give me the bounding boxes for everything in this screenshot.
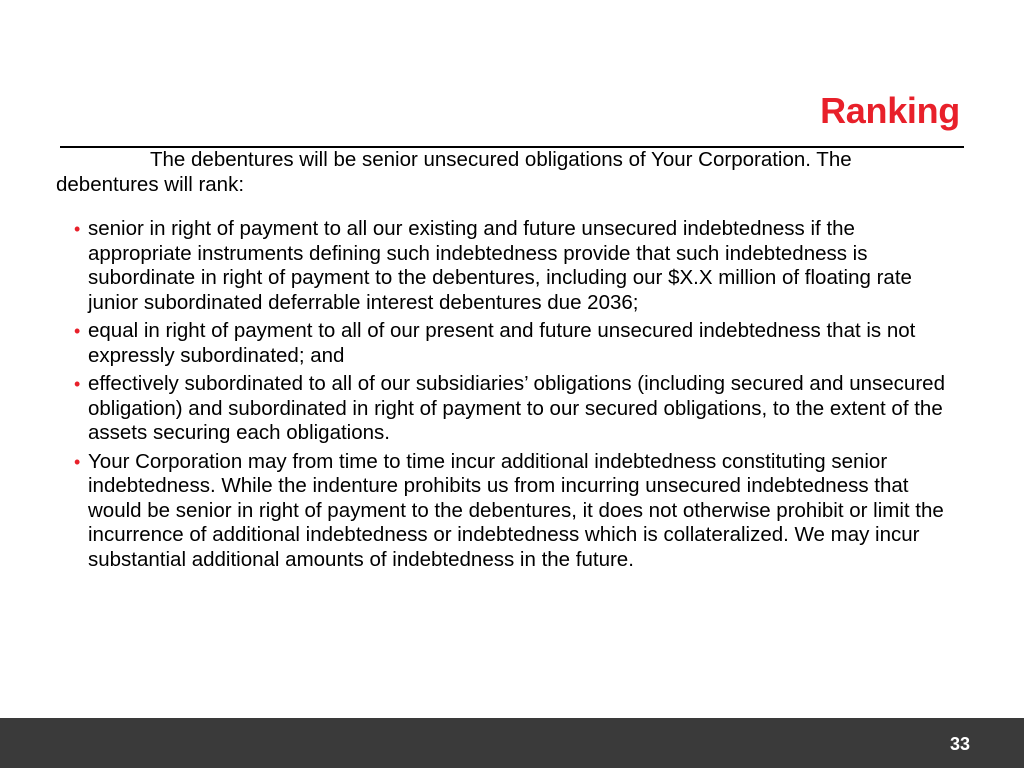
bullet-item [56, 217, 956, 315]
bullet-item [56, 450, 956, 573]
bullet-text: effectively subordinated to all of our subsidiaries’ obligations (including secured and unsecured obligation) and subordinated in right of payment to our secured obligations, to the extent of the assets securing each obligations. [88, 372, 945, 444]
bullet-item [56, 319, 956, 368]
slide-title: Ranking [820, 90, 960, 131]
intro-paragraph: The debentures will be senior unsecured obligations of Your Corporation. The debentures will rank: [56, 148, 852, 196]
bullet-text: senior in right of payment to all our existing and future unsecured indebtedness if the appropriate instruments defining such indebtedness provide that such indebtedness is subordinate in right of payment to the debentures, including our $X.X million of floating rate junior subordinated deferrable interest debentures due 2036; [88, 217, 912, 314]
bullet-icon: • [74, 219, 81, 239]
page-number: 33 [949, 734, 970, 754]
bullet-text: equal in right of payment to all of our present and future unsecured indebtedness that is not expressly subordinated; and [88, 319, 916, 367]
slide-body [56, 148, 956, 576]
bullet-icon: • [74, 451, 81, 472]
bullet-icon: • [74, 321, 81, 341]
bullet-list [56, 217, 956, 572]
footer-bar [0, 718, 1024, 768]
bullet-icon: • [74, 374, 81, 394]
bullet-item [56, 372, 956, 446]
bullet-text: Your Corporation may from time to time incur additional indebtedness constituting senior indebtedness. While the indenture prohibits us from incurring unsecured indebtedness that would be senior in right of payment to the debentures, it does not otherwise prohibit or limit the incurrence of additional indebtedness or indebtedness which is collateralized. We may incur substantial additional amounts of indebtedness in the future. [88, 449, 944, 571]
